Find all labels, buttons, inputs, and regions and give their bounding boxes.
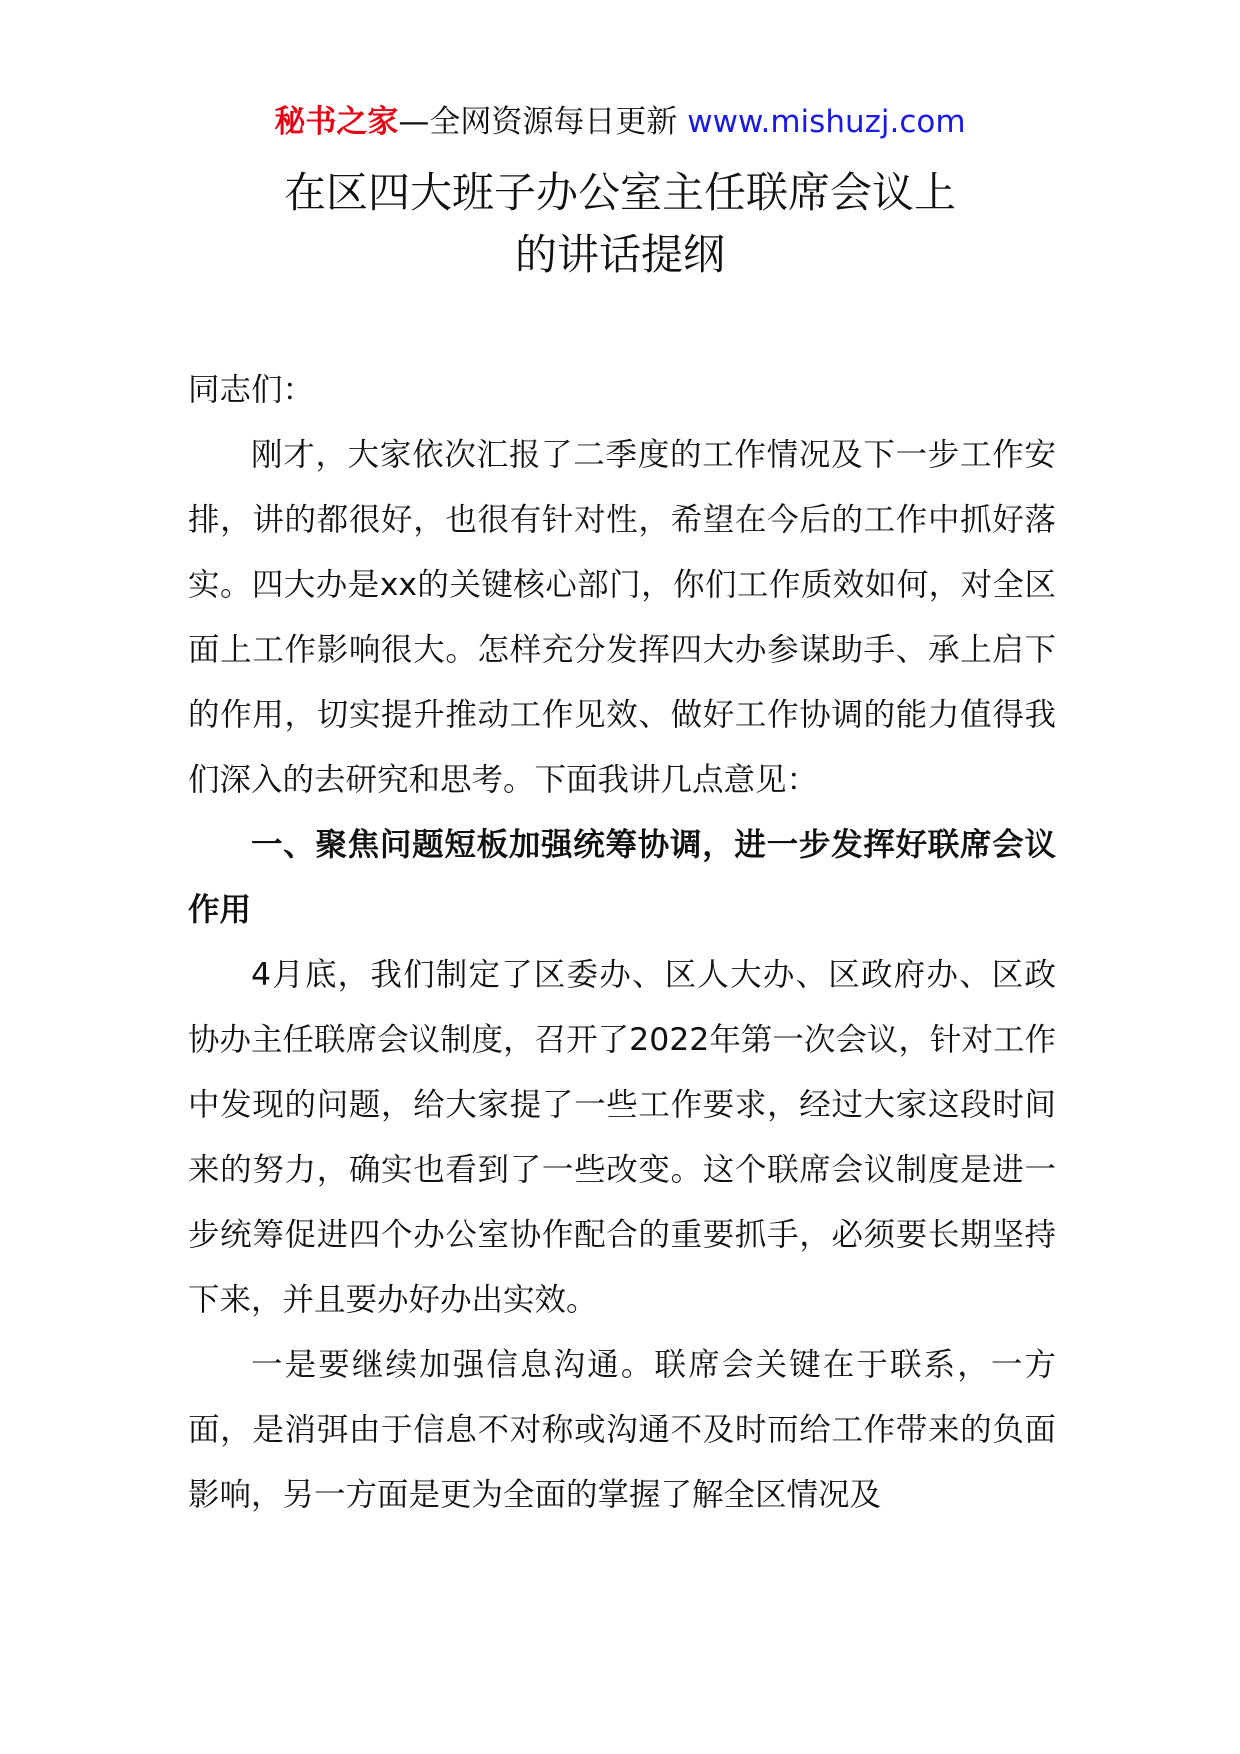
document-body — [188, 358, 1056, 1528]
title-line-1: 在区四大班子办公室主任联席会议上 — [283, 168, 956, 217]
paragraph-point-1: 一是要继续加强信息沟通。联席会关键在于联系，一方面，是消弭由于信息不对称或沟通不及时而给工作带来的负面影响，另一方面是更为全面的掌握了解全区情况及 — [188, 1347, 1056, 1513]
salutation: 同志们： — [188, 372, 315, 408]
brand-name: 秘书之家 — [274, 104, 399, 140]
header-tagline: —全网资源每日更新 — [398, 104, 678, 140]
paragraph-section-1: 4月底，我们制定了区委办、区人大办、区政府办、区政协办主任联席会议制度，召开了2022年第一次会议，针对工作中发现的问题，给大家提了一些工作要求，经过大家这段时间来的努力，确实也看到了一些改变。这个联席会议制度是进一步统筹促进四个办公室协作配合的重要抓手，必须要长期坚持下来，并且要办好办出实效。 — [188, 957, 1056, 1318]
title-line-2: 的讲话提纲 — [514, 230, 725, 279]
section-heading-1: 一、聚焦问题短板加强统筹协调，进一步发挥好联席会议作用 — [188, 827, 1056, 928]
site-header — [0, 100, 1240, 144]
paragraph-intro: 刚才，大家依次汇报了二季度的工作情况及下一步工作安排，讲的都很好，也很有针对性，希望在今后的工作中抓好落实。四大办是xx的关键核心部门，你们工作质效如何，对全区面上工作影响很大。怎样充分发挥四大办参谋助手、承上启下的作用，切实提升推动工作见效、做好工作协调的能力值得我们深入的去研究和思考。下面我讲几点意见： — [188, 437, 1056, 798]
site-url-link[interactable]: www.mishuzj.com — [687, 104, 966, 140]
document-title — [0, 162, 1240, 286]
